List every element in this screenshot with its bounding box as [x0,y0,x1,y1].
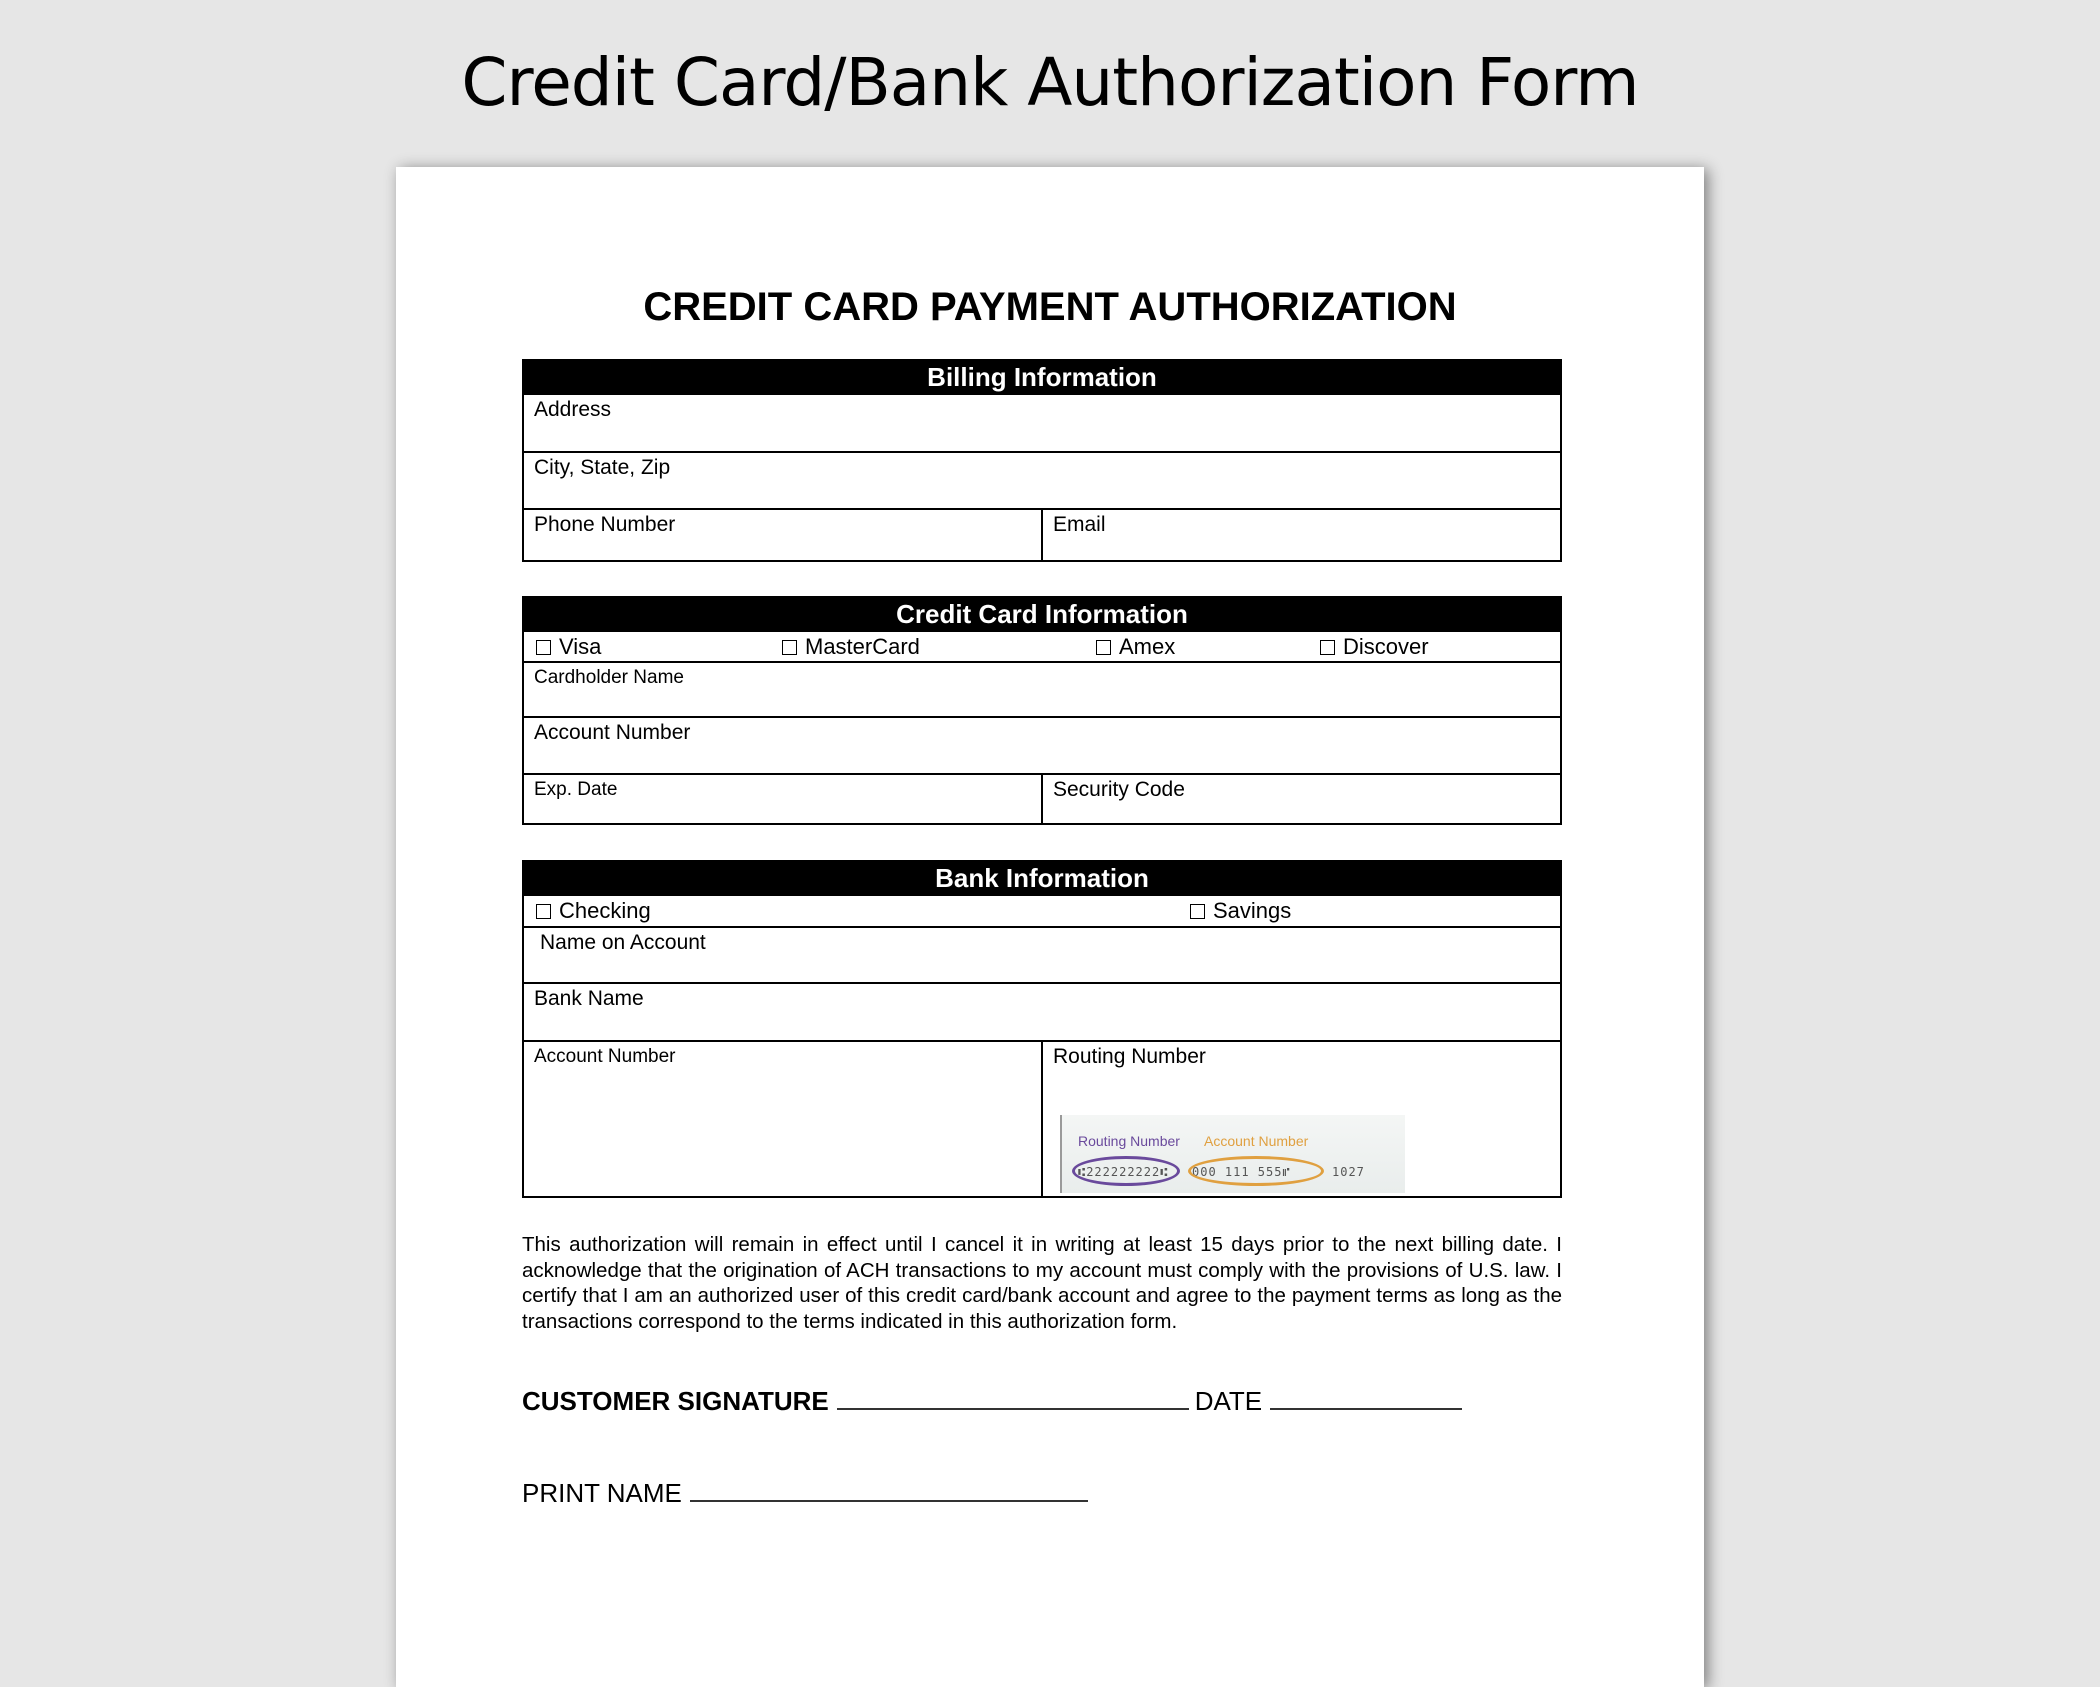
routing-highlight-oval [1072,1156,1180,1186]
date-line[interactable] [1270,1386,1462,1410]
mastercard-checkbox[interactable]: MasterCard [782,634,920,660]
bank-name-field[interactable] [524,984,1560,1040]
signature-row [522,1386,1468,1416]
print-name-line[interactable] [690,1478,1088,1502]
credit-card-header: Credit Card Information [524,598,1560,630]
bank-account-number-label: Account Number [534,1046,676,1067]
email-field[interactable] [1041,510,1560,562]
checkbox-icon [1190,904,1205,919]
savings-checkbox[interactable]: Savings [1190,898,1291,924]
visa-checkbox[interactable]: Visa [536,634,601,660]
address-field[interactable] [524,395,1560,451]
city-state-zip-field[interactable] [524,453,1560,508]
address-label: Address [534,398,612,421]
customer-signature-line[interactable] [837,1386,1189,1410]
bank-header: Bank Information [524,862,1560,894]
document-heading: CREDIT CARD PAYMENT AUTHORIZATION [643,285,1457,329]
exp-date-field[interactable] [524,775,1041,825]
customer-signature-label: CUSTOMER SIGNATURE [522,1386,829,1416]
billing-header: Billing Information [524,361,1560,393]
bank-account-number-field[interactable] [524,1042,1041,1198]
cardholder-name-label: Cardholder Name [534,667,684,688]
security-code-field[interactable] [1041,775,1560,825]
phone-field[interactable] [524,510,1041,562]
check-account-label: Account Number [1204,1133,1309,1149]
date-label: DATE [1194,1386,1263,1416]
security-code-label: Security Code [1053,778,1185,801]
name-on-account-label: Name on Account [540,931,706,954]
account-highlight-oval [1188,1156,1324,1186]
check-routing-label: Routing Number [1078,1133,1180,1149]
city-state-zip-label: City, State, Zip [534,456,671,479]
terms-paragraph: This authorization will remain in effect until I cancel it in writing at least 15 days prior to the next billing date. I acknowledge that the origination of ACH transactions to my account must comply with the provisions of U.S. law. I certify that I am an authorized user of this credit card/bank account and agree to the payment terms as long as the transactions correspond to the terms indicated in this authorization form. [522,1233,1562,1333]
check-number: 1027 [1332,1165,1365,1179]
print-name-label: PRINT NAME [522,1478,682,1508]
card-account-number-label: Account Number [534,721,691,744]
checking-checkbox[interactable]: Checking [536,898,651,924]
amex-checkbox[interactable]: Amex [1096,634,1175,660]
checkbox-icon [1320,640,1335,655]
discover-checkbox[interactable]: Discover [1320,634,1429,660]
print-name-row [522,1478,1094,1508]
checkbox-icon [782,640,797,655]
bank-section [522,860,1562,1198]
banner-title: Credit Card/Bank Authorization Form [461,44,1639,121]
checkbox-icon [1096,640,1111,655]
check-routing-illustration [1060,1115,1405,1193]
email-label: Email [1053,513,1106,536]
checkbox-icon [536,904,551,919]
billing-section [522,359,1562,562]
check-account-digits: 000 111 555⑈ [1192,1165,1291,1179]
exp-date-label: Exp. Date [534,779,618,800]
credit-card-section [522,596,1562,825]
phone-label: Phone Number [534,513,676,536]
name-on-account-field[interactable] [524,928,1560,982]
card-account-number-field[interactable] [524,718,1560,773]
routing-number-label: Routing Number [1053,1045,1206,1068]
check-routing-digits: ⑆222222222⑆ [1078,1165,1169,1179]
cardholder-name-field[interactable] [524,663,1560,716]
bank-name-label: Bank Name [534,987,644,1010]
checkbox-icon [536,640,551,655]
